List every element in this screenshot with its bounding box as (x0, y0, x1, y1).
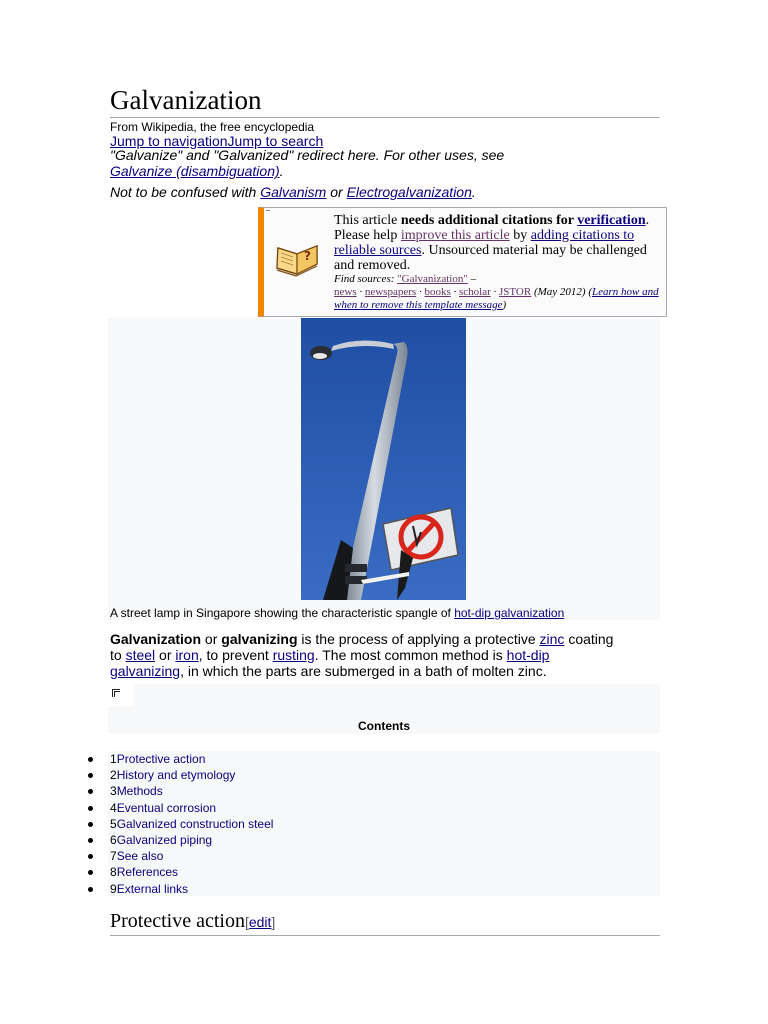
toc-item-label[interactable]: Galvanized construction steel (116, 816, 274, 831)
caption-text: A street lamp in Singapore showing the characteristic spangle of (110, 606, 455, 620)
improve-article-link[interactable]: improve this article (400, 228, 510, 243)
toc-item-label[interactable]: See also (116, 849, 164, 864)
edit-section (245, 914, 275, 930)
hatnote-text: . (471, 184, 476, 200)
toc-item-label[interactable]: Protective action (116, 752, 206, 766)
toc-item[interactable] (0, 783, 768, 799)
source-separator: · (490, 286, 499, 298)
intro-bold-term: galvanizing (221, 631, 298, 647)
tagline: From Wikipedia, the free encyclopedia (110, 120, 315, 134)
bullet-icon (88, 822, 93, 827)
jump-to-navigation-link[interactable]: Jump to navigation (110, 133, 228, 149)
toc-number: 3 (110, 784, 117, 799)
bullet-icon (88, 757, 93, 762)
intro-text: , to prevent (198, 647, 273, 663)
source-jstor-link[interactable]: JSTOR (498, 286, 532, 298)
verification-link[interactable]: verification (577, 213, 646, 228)
hatnote-text: Not to be confused with (110, 184, 261, 200)
rusting-link[interactable]: rusting (272, 647, 315, 663)
source-separator: · (356, 286, 365, 298)
bullet-icon (88, 773, 93, 778)
hatnote-text: "Galvanize" and "Galvanized" redirect here. For other uses, see (110, 147, 505, 163)
toc-item-label[interactable]: References (116, 865, 179, 880)
bullet-icon (88, 789, 93, 794)
iron-link[interactable]: iron (175, 647, 199, 663)
lead-figure (108, 318, 660, 620)
source-scholar-link[interactable]: scholar (458, 286, 491, 298)
toc-toggle-checkbox[interactable] (108, 684, 134, 706)
toc-item-label[interactable]: External links (116, 881, 189, 896)
zinc-link[interactable]: zinc (539, 631, 565, 647)
hot-dip-galvanization-link[interactable]: hot-dip galvanization (454, 606, 565, 620)
table-of-contents (108, 684, 660, 734)
intro-text: coating to (110, 631, 614, 663)
intro-text: . The most common method is (314, 647, 507, 663)
source-separator: · (450, 286, 459, 298)
edit-section-link[interactable]: edit (248, 914, 272, 930)
hatnote-text: or (326, 184, 347, 200)
toc-number: 5 (110, 816, 117, 831)
find-sources-line (334, 273, 664, 312)
galvanize-disambiguation-link[interactable]: Galvanize (disambiguation) (110, 163, 280, 179)
intro-text: is the process of applying a protective (297, 631, 540, 647)
steel-link[interactable]: steel (125, 647, 156, 663)
toc-item[interactable] (0, 832, 768, 848)
toc-item-label[interactable]: History and etymology (116, 768, 236, 783)
notice-date: (May 2012) (531, 286, 586, 298)
section-heading-protective-action (110, 908, 660, 936)
source-query-link[interactable]: "Galvanization" (397, 273, 468, 285)
bullet-icon (88, 887, 93, 892)
bullet-icon (88, 838, 93, 843)
notice-marker (266, 210, 270, 211)
galvanism-link[interactable]: Galvanism (260, 184, 327, 200)
learn-remove-template-link[interactable]: Learn how and when to remove this template message (334, 286, 659, 311)
hatnote-text: . (279, 163, 284, 179)
intro-text: , in which the parts are submerged in a bath of molten zinc. (180, 663, 547, 679)
toc-number: 2 (110, 768, 117, 783)
bracket: ] (271, 914, 276, 930)
toc-list (0, 751, 768, 897)
find-sources-label: Find sources: (334, 273, 398, 285)
bracket: [ (244, 914, 249, 930)
toggle-corner-icon (114, 691, 120, 697)
svg-text:?: ? (304, 249, 311, 263)
toc-number: 1 (110, 752, 117, 766)
notice-text-part: This article (334, 213, 401, 228)
toc-item[interactable] (0, 767, 768, 783)
intro-text: or (155, 647, 176, 663)
book-question-icon (274, 238, 320, 278)
toc-item[interactable] (0, 800, 768, 816)
notice-text (334, 213, 664, 312)
toc-number: 8 (110, 865, 117, 880)
bullet-icon (88, 806, 93, 811)
electrogalvanization-link[interactable]: Electrogalvanization (346, 184, 472, 200)
notice-bold-text: needs additional citations for (400, 213, 578, 228)
figure-caption (110, 606, 564, 620)
toc-item-label[interactable]: Methods (116, 784, 163, 799)
source-separator: · (416, 286, 425, 298)
source-dash: – (467, 273, 477, 285)
toc-number: 4 (110, 800, 117, 815)
toc-item[interactable] (0, 816, 768, 832)
street-lamp-photo[interactable] (301, 318, 466, 600)
section-heading-text: Protective action (110, 910, 245, 932)
notice-text-part: . Please help (334, 213, 650, 243)
toc-number: 6 (110, 832, 117, 847)
source-news-link[interactable]: news (334, 286, 357, 298)
paren: ( (585, 286, 592, 298)
toc-title: Contents (358, 719, 410, 733)
bullet-icon (88, 870, 93, 875)
toc-number: 7 (110, 849, 117, 864)
redirect-hatnote (110, 147, 570, 179)
source-newspapers-link[interactable]: newspapers (364, 286, 417, 298)
intro-paragraph (110, 631, 620, 679)
adding-citations-link[interactable]: adding citations to reliable sources (334, 228, 635, 258)
toc-item[interactable] (0, 881, 768, 897)
intro-bold-term: Galvanization (110, 631, 202, 647)
toc-item[interactable] (0, 751, 768, 767)
citation-needed-notice (258, 207, 667, 317)
toc-item-label[interactable]: Eventual corrosion (116, 800, 217, 815)
toc-item[interactable] (0, 848, 768, 864)
source-books-link[interactable]: books (424, 286, 451, 298)
confusion-hatnote (110, 184, 476, 200)
toc-number: 9 (110, 881, 117, 896)
hot-dip-galvanizing-link[interactable]: hot-dip galvanizing (110, 647, 550, 679)
paren: ) (502, 299, 507, 311)
jump-to-search-link[interactable]: Jump to search (227, 133, 324, 149)
bullet-icon (88, 854, 93, 859)
intro-text: or (201, 631, 222, 647)
page-title: Galvanization (110, 84, 660, 118)
notice-text-part: . Unsourced material may be challenged and removed. (334, 243, 647, 273)
toc-item-label[interactable]: Galvanized piping (116, 832, 213, 847)
notice-text-part: by (509, 228, 531, 243)
toc-item[interactable] (0, 864, 768, 880)
